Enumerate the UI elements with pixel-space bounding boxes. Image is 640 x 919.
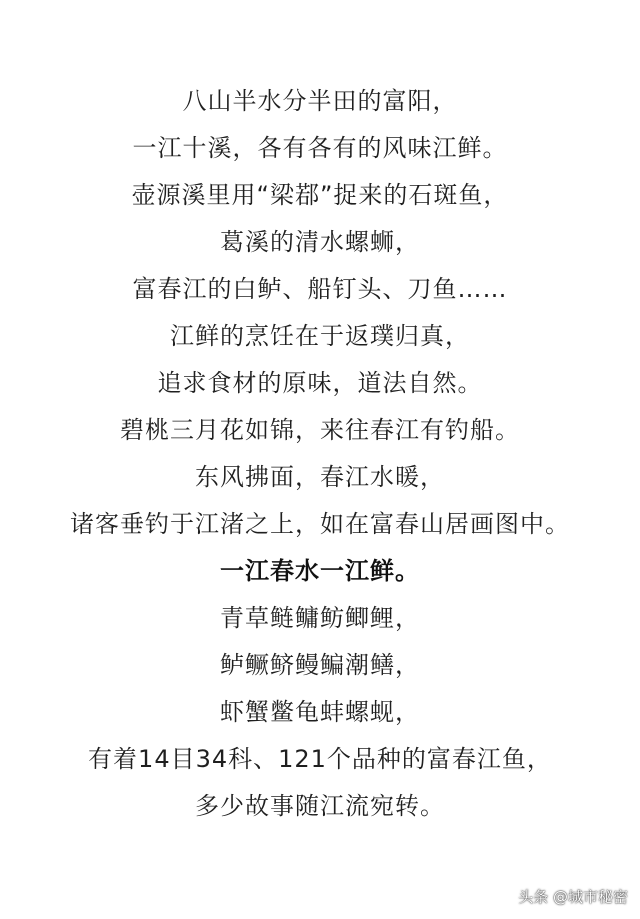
poem-line-16: 多少故事随江流宛转。: [195, 792, 445, 820]
source-watermark: 头条 @城市秘密: [518, 888, 628, 906]
poem-line-12: 青草鲢鳙鲂鲫鲤，: [220, 604, 420, 632]
poem-text: [0, 78, 640, 830]
poem-line-3: 壶源溪里用“梁鄀”捉来的石斑鱼，: [131, 181, 509, 209]
poem-line-8: 碧桃三月花如锦，来往春江有钓船。: [120, 416, 520, 444]
poem-line-6: 江鲜的烹饪在于返璞归真，: [170, 322, 470, 350]
poem-line-7: 追求食材的原味，道法自然。: [157, 369, 483, 397]
poem-line-10: 诸客垂钓于江渚之上，如在富春山居画图中。: [70, 510, 570, 538]
poem-line-15: 有着14目34科、121个品种的富春江鱼，: [88, 745, 552, 773]
poem-line-5: 富春江的白鲈、船钉头、刀鱼……: [132, 275, 508, 303]
poem-line-14: 虾蟹鳖龟蚌螺蚬，: [220, 698, 420, 726]
poem-line-13: 鲈鳜鲚鳗鳊潮鳝，: [220, 651, 420, 679]
poem-heading-line: 一江春水一江鲜。: [220, 557, 420, 585]
poem-line-4: 葛溪的清水螺蛳，: [220, 228, 420, 256]
poem-line-2: 一江十溪，各有各有的风味江鲜。: [132, 134, 508, 162]
poem-line-9: 东风拂面，春江水暖，: [195, 463, 445, 491]
poem-line-1: 八山半水分半田的富阳，: [182, 87, 458, 115]
